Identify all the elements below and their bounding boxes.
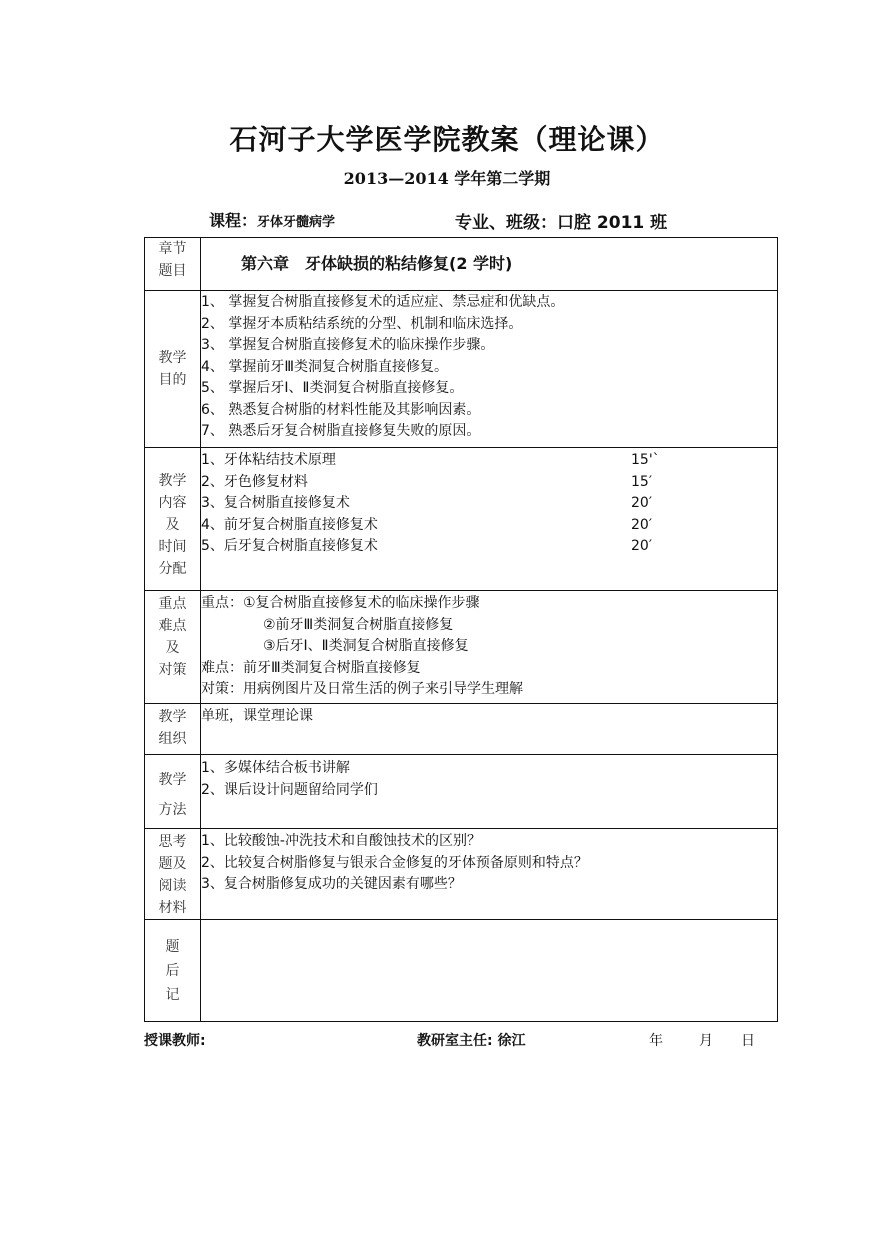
key-point-line: 难点：前牙Ⅲ类洞复合树脂直接修复 (201, 659, 421, 676)
content-time: 15'` (631, 452, 660, 468)
chapter-cell (201, 238, 778, 291)
header-line: 教学 (158, 473, 187, 489)
date-day: 日 (741, 1033, 755, 1049)
postscript-cell (201, 920, 778, 1022)
content-item (201, 515, 777, 537)
row-methods (145, 755, 778, 829)
content-time: 20′ (631, 516, 652, 533)
header-questions (145, 829, 201, 920)
content-cell (201, 448, 778, 591)
header-line: 教学 (158, 709, 187, 725)
content-time: 20′ (631, 538, 652, 554)
key-point-line: 对策：用病例图片及日常生活的例子来引导学生理解 (201, 681, 523, 697)
date-month: 月 (699, 1033, 713, 1049)
header-line: 时间 (158, 539, 187, 555)
content-text: 2、牙色修复材料 (201, 473, 308, 490)
content-item (201, 493, 777, 515)
content-text: 5、后牙复合树脂直接修复术 (201, 538, 378, 554)
list-item: 5、 掌握后牙Ⅰ、Ⅱ类洞复合树脂直接修复。 (201, 380, 464, 396)
header-organization (145, 704, 201, 755)
header-line: 难点 (158, 618, 187, 634)
key-point-line: ②前牙Ⅲ类洞复合树脂直接修复 (263, 616, 454, 633)
header-line: 题及 (158, 856, 187, 872)
row-content (145, 448, 778, 591)
list-item: 2、 掌握牙本质粘结系统的分型、机制和临床选择。 (201, 315, 523, 332)
course-label: 课程： (209, 211, 258, 230)
major-line (455, 208, 667, 233)
header-line: 后 (165, 962, 180, 979)
date-year: 年 (649, 1033, 663, 1049)
content-time: 15′ (631, 473, 652, 490)
key-point-line: ③后牙Ⅰ、Ⅱ类洞复合树脂直接修复 (263, 638, 469, 654)
content-text: 4、前牙复合树脂直接修复术 (201, 516, 378, 533)
content-item (201, 472, 777, 494)
list-item: 1、多媒体结合板书讲解 (201, 760, 350, 776)
list-item: 2、比较复合树脂修复与银汞合金修复的牙体预备原则和特点？ (201, 854, 588, 871)
header-content (145, 448, 201, 591)
chapter-title: 第六章 牙体缺损的粘结修复(2 学时) (241, 254, 513, 273)
row-key-points (145, 591, 778, 704)
header-line: 分配 (158, 561, 187, 577)
content-item (201, 450, 777, 472)
header-chapter (145, 238, 201, 291)
header-key-points (145, 591, 201, 704)
header-line: 内容 (158, 495, 187, 511)
list-item: 3、复合树脂修复成功的关键因素有哪些？ (201, 876, 462, 892)
header-line: 组织 (158, 731, 187, 747)
list-item: 2、课后设计问题留给同学们 (201, 781, 378, 798)
questions-cell (201, 829, 778, 920)
key-point-line: 重点：①复合树脂直接修复术的临床操作步骤 (201, 595, 480, 611)
content-text: 1、牙体粘结技术原理 (201, 452, 336, 468)
list-item: 7、 熟悉后牙复合树脂直接修复失败的原因。 (201, 423, 481, 439)
header-objectives (145, 291, 201, 448)
course-line (209, 208, 335, 231)
list-item: 4、 掌握前牙Ⅲ类洞复合树脂直接修复。 (201, 358, 449, 375)
header-line: 及 (165, 517, 180, 533)
organization-cell (201, 704, 778, 755)
organization-text: 单班，课堂理论课 (201, 708, 313, 724)
header-postscript (145, 920, 201, 1022)
header-line: 教学 (158, 772, 187, 788)
header-methods (145, 755, 201, 829)
row-postscript (145, 920, 778, 1022)
header-line: 方法 (158, 802, 187, 818)
header-line: 记 (165, 986, 180, 1003)
methods-cell (201, 755, 778, 829)
list-item: 1、比较酸蚀-冲洗技术和自酸蚀技术的区别？ (201, 833, 481, 849)
lesson-plan-table (144, 237, 778, 1022)
key-points-cell (201, 591, 778, 704)
header-line: 题目 (158, 263, 187, 279)
semester-subtitle: 2013—2014 学年第二学期 (343, 169, 551, 188)
header-line: 教学 (158, 350, 187, 366)
page-title: 石河子大学医学院教案（理论课） (229, 123, 665, 156)
header-line: 重点 (158, 596, 187, 612)
teacher-label: 授课教师: (144, 1033, 206, 1049)
header-line: 阅读 (158, 878, 187, 894)
major-value: 口腔 2011 班 (557, 213, 668, 233)
header-line: 章节 (158, 241, 187, 257)
content-text: 3、复合树脂直接修复术 (201, 495, 350, 511)
list-item: 6、 熟悉复合树脂的材料性能及其影响因素。 (201, 401, 481, 418)
header-line: 思考 (158, 834, 187, 850)
row-chapter (145, 238, 778, 291)
list-item: 3、 掌握复合树脂直接修复术的临床操作步骤。 (201, 337, 495, 353)
content-time: 20′ (631, 495, 652, 511)
list-item: 1、 掌握复合树脂直接修复术的适应症、禁忌症和优缺点。 (201, 294, 565, 310)
header-line: 对策 (158, 662, 187, 678)
header-line: 材料 (158, 900, 187, 916)
header-line: 目的 (158, 372, 187, 388)
course-value: 牙体牙髓病学 (257, 215, 336, 230)
row-questions (145, 829, 778, 920)
header-line: 题 (165, 938, 180, 955)
row-organization (145, 704, 778, 755)
major-label: 专业、班级： (455, 213, 557, 233)
director-label: 教研室主任: 徐江 (417, 1033, 526, 1049)
header-line: 及 (165, 640, 180, 656)
row-objectives (145, 291, 778, 448)
content-item (201, 536, 777, 558)
objectives-cell (201, 291, 778, 448)
